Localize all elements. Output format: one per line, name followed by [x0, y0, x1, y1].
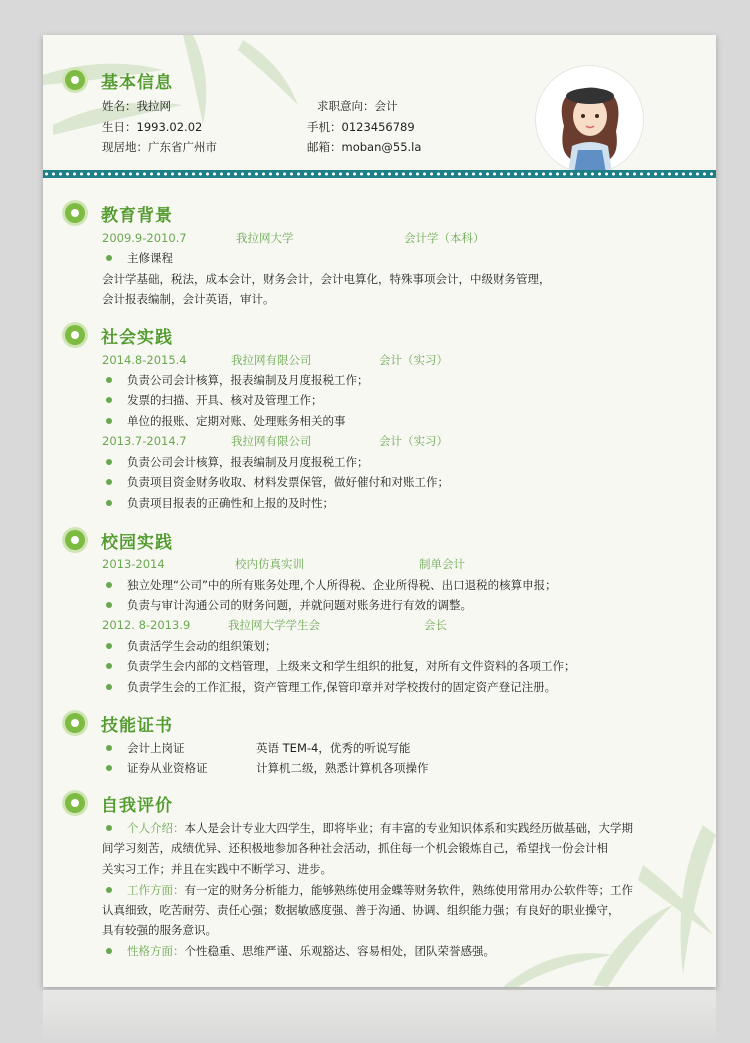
list-item: 负责公司会计核算，报表编制及月度报税工作；	[127, 373, 369, 387]
self-work-line: 认真细致，吃苦耐劳、责任心强；数据敏感度强、善于沟通、协调、组织能力强；有良好的职业操守，	[102, 903, 620, 917]
list-item: 单位的报账、定期对账、处理账务相关的事	[127, 414, 346, 428]
courses-label: 主修课程	[127, 251, 173, 265]
bullet-dot-icon	[106, 684, 112, 690]
self-work-text: 有一定的财务分析能力，能够熟练使用金蝶等财务软件，熟练使用常用办公软件等；工作	[184, 883, 633, 897]
self-intro-label: 个人介绍：	[127, 821, 185, 835]
section-social-practice	[65, 324, 173, 346]
job-org: 校内仿真实训	[235, 557, 304, 571]
section-education	[65, 202, 173, 224]
job-role: 制单会计	[419, 557, 465, 571]
self-work-line	[127, 880, 633, 900]
circle-dot-icon	[65, 70, 85, 90]
divider-dots	[43, 172, 716, 176]
section-title: 技能证书	[101, 715, 173, 736]
section-title: 社会实践	[101, 327, 173, 348]
courses-line: 会计学基础，税法，成本会计，财务会计，会计电算化，特殊事项会计，中级财务管理，	[102, 272, 551, 286]
circle-dot-icon	[65, 203, 85, 223]
phone-field: 手机：0123456789	[307, 120, 415, 134]
job-org: 我拉网有限公司	[231, 353, 312, 367]
job-period: 2013.7-2014.7	[102, 434, 187, 448]
section-title: 校园实践	[101, 532, 173, 553]
section-basic-info	[65, 69, 173, 91]
job-org: 我拉网大学学生会	[228, 618, 320, 632]
location-field: 现居地：广东省广州市	[102, 140, 217, 154]
list-item: 发票的扫描、开具、核对及管理工作；	[127, 393, 323, 407]
list-item: 独立处理“公司”中的所有账务处理,个人所得税、企业所得税、出口退税的核算申报；	[127, 578, 557, 592]
list-item: 负责公司会计核算，报表编制及月度报税工作；	[127, 455, 369, 469]
job-role: 会计（实习）	[379, 434, 448, 448]
bullet-dot-icon	[106, 663, 112, 669]
bullet-dot-icon	[106, 825, 112, 831]
bullet-dot-icon	[106, 643, 112, 649]
list-item: 负责学生会的工作汇报，资产管理工作,保管印章并对学校拨付的固定资产登记注册。	[127, 680, 557, 694]
section-campus-practice	[65, 529, 173, 551]
job-period: 2014.8-2015.4	[102, 353, 187, 367]
self-intro-line	[127, 818, 633, 838]
edu-major: 会计学（本科）	[404, 231, 485, 245]
list-item: 负责学生会内部的文档管理，上级来文和学生组织的批复，对所有文件资料的各项工作；	[127, 659, 576, 673]
page-reflection	[43, 990, 716, 1043]
bullet-dot-icon	[106, 418, 112, 424]
self-intro-line: 间学习刻苦，成绩优异、还积极地参加各种社会活动，抓住每一个机会锻炼自己，希望找一份会计相	[102, 841, 608, 855]
resume-page	[43, 35, 716, 987]
section-self-evaluation	[65, 792, 173, 814]
self-intro-text: 本人是会计专业大四学生，即将毕业；有丰富的专业知识体系和实践经历做基础，大学期	[184, 821, 633, 835]
cert-desc: 计算机二级，熟悉计算机各项操作	[256, 761, 429, 775]
list-item: 负责活学生会动的组织策划；	[127, 639, 277, 653]
cert-name: 会计上岗证	[127, 741, 185, 755]
bullet-dot-icon	[106, 479, 112, 485]
bullet-dot-icon	[106, 765, 112, 771]
bullet-dot-icon	[106, 397, 112, 403]
cert-desc: 英语 TEM-4，优秀的听说写能	[256, 741, 411, 755]
self-character-label: 性格方面：	[127, 944, 185, 958]
job-period: 2012. 8-2013.9	[102, 618, 191, 632]
list-item: 负责与审计沟通公司的财务问题，并就问题对账务进行有效的调整。	[127, 598, 472, 612]
section-skills	[65, 712, 173, 734]
edu-school: 我拉网大学	[236, 231, 294, 245]
circle-dot-icon	[65, 793, 85, 813]
avatar	[536, 66, 643, 173]
job-period: 2013-2014	[102, 557, 165, 571]
cert-name: 证券从业资格证	[127, 761, 208, 775]
self-intro-line: 关实习工作；并且在实践中不断学习、进步。	[102, 862, 332, 876]
list-item: 负责项目报表的正确性和上报的及时性；	[127, 496, 334, 510]
circle-dot-icon	[65, 325, 85, 345]
bullet-dot-icon	[106, 582, 112, 588]
bullet-dot-icon	[106, 887, 112, 893]
job-org: 我拉网有限公司	[231, 434, 312, 448]
bullet-dot-icon	[106, 948, 112, 954]
job-role: 会长	[424, 618, 447, 632]
self-character-text: 个性稳重、思维严谨、乐观豁达、容易相处，团队荣誉感强。	[184, 944, 495, 958]
name-field: 姓名：我拉网	[102, 99, 171, 113]
bullet-dot-icon	[106, 745, 112, 751]
girl-avatar-illustration	[536, 66, 643, 173]
section-title: 基本信息	[101, 72, 173, 93]
bullet-dot-icon	[106, 500, 112, 506]
job-role: 会计（实习）	[379, 353, 448, 367]
self-character-line	[127, 941, 495, 961]
bullet-dot-icon	[106, 377, 112, 383]
email-field: 邮箱：moban@55.la	[307, 140, 422, 154]
courses-line: 会计报表编制，会计英语，审计。	[102, 292, 275, 306]
circle-dot-icon	[65, 713, 85, 733]
self-work-line: 具有较强的服务意识。	[102, 923, 217, 937]
bullet-dot-icon	[106, 255, 112, 261]
section-title: 教育背景	[101, 205, 173, 226]
list-item: 负责项目资金财务收取、材料发票保管，做好催付和对账工作；	[127, 475, 449, 489]
bullet-dot-icon	[106, 602, 112, 608]
section-title: 自我评价	[101, 795, 173, 816]
job-intention-field: 求职意向：会计	[317, 99, 398, 113]
bullet-dot-icon	[106, 459, 112, 465]
self-work-label: 工作方面：	[127, 883, 185, 897]
edu-period: 2009.9-2010.7	[102, 231, 187, 245]
birthday-field: 生日：1993.02.02	[102, 120, 203, 134]
circle-dot-icon	[65, 530, 85, 550]
